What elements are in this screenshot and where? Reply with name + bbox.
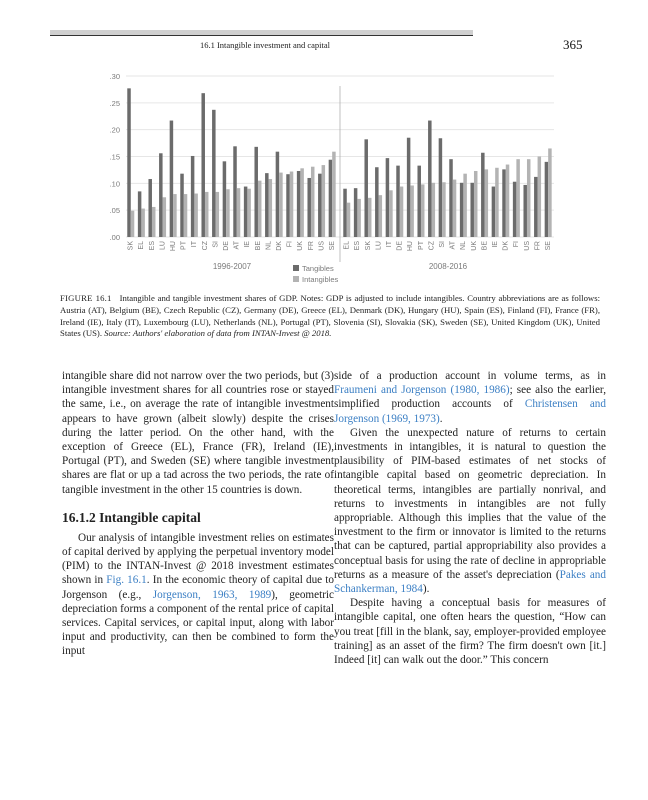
- bar-tangibles: [534, 177, 537, 237]
- text-span: ), geometric depreciation forms a component of the rental price of capital services. Capital services, or capital input, along with labor input and productivity, can then be combined to form the input: [62, 588, 334, 658]
- bar-intangibles: [527, 159, 530, 237]
- bar-intangibles: [194, 194, 197, 237]
- bar-tangibles: [439, 138, 442, 237]
- bar-intangibles: [432, 183, 435, 237]
- x-tick-label: SK: [127, 241, 135, 251]
- bar-intangibles: [247, 189, 250, 237]
- bar-tangibles: [386, 158, 389, 237]
- bar-tangibles: [470, 183, 473, 237]
- bar-tangibles: [364, 139, 367, 237]
- paragraph: [62, 531, 334, 659]
- paragraph: intangible share did not narrow over the two periods, but (3) intangible investment shares for all countries rose or stayed the same, i.e., on average the rate of intangible investment appears to have grown (albeit slowly) despite the crises during the latter period. On the other hand, with the exception of Greece (EL), France (FR), Ireland (IE), Portugal (PT), and Sweden (SE) where tangible investment shares are flat or up a tad across the two periods, the rate of tangible investment in the other 15 countries is down.: [62, 370, 334, 496]
- bar-tangibles: [329, 160, 332, 237]
- x-tick-label: IT: [386, 241, 394, 248]
- bar-intangibles: [322, 165, 325, 237]
- x-tick-label: IE: [244, 241, 252, 248]
- bar-intangibles: [421, 184, 424, 237]
- x-tick-label: FI: [286, 241, 294, 248]
- bar-tangibles: [265, 173, 268, 237]
- bar-tangibles: [307, 178, 310, 237]
- bar-intangibles: [258, 181, 261, 237]
- text-span: Given the unexpected nature of returns to certain investments in intangibles, it is natural to question the plausibility of PIM-based estimates of net stocks of intangible capital based on geometric depreciation. In theoretical terms, intangibles are partially nonrival, and returns to investments in intangibles are not fully appropriable. Although this implies that the value of the investment to the firm or innovator is limited to the returns that can be captured, partial appropriability also provides a conceptual basis for using the rate of decline in appropriable returns as a measure of the asset's depreciation (: [334, 426, 606, 581]
- bar-intangibles: [152, 207, 155, 237]
- bar-tangibles: [492, 187, 495, 237]
- x-tick-label: EL: [138, 241, 146, 250]
- caption-text: Intangible and tangible investment shares of GDP. Notes: GDP is adjusted to include intangibles. Country abbreviations are as follows: Austria (AT), Belgium (BE), Czech Republic (CZ), Germany (DE), Greece (EL), Denmark (DK), Hungary (HU), Spain (ES), Finland (FI), France (FR), Ireland (IE), Italy (IT), Luxembourg (LU), Netherlands (NL), Portugal (PT), Slovenia (SI), Slovakia (SK), Sweden (SE), United Kingdom (UK), United States (US).: [60, 293, 600, 339]
- bar-tangibles: [138, 191, 141, 237]
- text-span: ).: [422, 583, 430, 596]
- bar-intangibles: [216, 192, 219, 237]
- bar-intangibles: [184, 194, 187, 237]
- bar-tangibles: [148, 179, 151, 237]
- bar-intangibles: [347, 203, 350, 237]
- y-tick-label: .10: [109, 179, 120, 189]
- bar-intangibles: [300, 168, 303, 237]
- chart-canvas: [88, 64, 558, 284]
- bar-tangibles: [180, 174, 183, 237]
- bar-tangibles: [428, 121, 431, 237]
- bar-intangibles: [332, 152, 335, 237]
- paragraph: [334, 369, 606, 426]
- page-top-bar: [50, 30, 473, 36]
- y-tick-label: .05: [109, 206, 120, 216]
- x-tick-label: SE: [545, 241, 553, 251]
- legend-swatch: [293, 265, 299, 271]
- x-tick-label: UK: [470, 241, 478, 251]
- x-tick-label: FR: [307, 241, 315, 251]
- paragraph: Despite having a conceptual basis for measures of intangible capital, one often hears the question, “How can you treat [fill in the blank, say, employer-provided employee training] as an asset of the firm? The firm doesn't own [it.] Indeed [it] can walk out the door.” This concern: [334, 597, 606, 667]
- citation-link[interactable]: Jorgenson, 1963, 1989: [152, 588, 272, 601]
- bar-tangibles: [502, 169, 505, 237]
- legend-swatch: [293, 276, 299, 282]
- bar-intangibles: [131, 211, 134, 237]
- x-tick-label: AT: [449, 241, 457, 250]
- bar-tangibles: [460, 183, 463, 237]
- text-span: ; see also the earlier, simplified production accounts of: [334, 384, 606, 411]
- bar-tangibles: [297, 171, 300, 237]
- left-column: [62, 369, 334, 659]
- x-tick-label: AT: [233, 241, 241, 250]
- y-tick-label: .20: [109, 125, 120, 135]
- bar-intangibles: [516, 159, 519, 237]
- caption-source: Source: Authors' elaboration of data from INTAN-Invest @ 2018.: [104, 328, 332, 339]
- bar-intangibles: [400, 187, 403, 237]
- bar-intangibles: [506, 165, 509, 237]
- section-heading: 16.1.2 Intangible capital: [62, 509, 201, 525]
- citation-link[interactable]: Fraumeni and Jorgenson (1980, 1986): [334, 384, 510, 397]
- citation-link[interactable]: Christensen and Jorgenson (1969, 1973): [334, 398, 606, 425]
- bar-intangibles: [237, 188, 240, 237]
- x-tick-label: HU: [407, 241, 415, 252]
- x-tick-label: PT: [417, 241, 425, 250]
- x-tick-label: LU: [375, 241, 383, 250]
- bar-tangibles: [343, 189, 346, 237]
- bar-intangibles: [368, 198, 371, 237]
- bar-tangibles: [212, 110, 215, 237]
- bar-tangibles: [233, 146, 236, 237]
- x-tick-label: NL: [460, 241, 468, 250]
- bar-intangibles: [205, 192, 208, 237]
- bar-tangibles: [354, 188, 357, 237]
- figure-label: FIGURE 16.1: [60, 293, 112, 303]
- bar-tangibles: [481, 153, 484, 237]
- bar-intangibles: [548, 148, 551, 237]
- bar-tangibles: [127, 88, 130, 237]
- bar-intangibles: [173, 194, 176, 237]
- x-tick-label: FI: [513, 241, 521, 248]
- x-tick-label: FR: [534, 241, 542, 251]
- x-tick-label: DK: [276, 241, 284, 251]
- bar-intangibles: [410, 185, 413, 237]
- x-tick-label: BE: [254, 241, 262, 251]
- x-tick-label: LU: [159, 241, 167, 250]
- period-label: 1996-2007: [212, 262, 252, 271]
- bar-tangibles: [286, 174, 289, 237]
- x-tick-label: HU: [170, 241, 178, 252]
- text-span: side of a production account in volume terms, as in: [334, 370, 606, 382]
- bar-intangibles: [485, 169, 488, 237]
- running-head: 16.1 Intangible investment and capital: [199, 40, 331, 50]
- bar-tangibles: [375, 167, 378, 237]
- y-tick-label: .00: [109, 233, 120, 242]
- x-tick-label: IE: [492, 241, 500, 248]
- bar-chart: [88, 64, 558, 284]
- bar-intangibles: [269, 179, 272, 237]
- bar-intangibles: [474, 171, 477, 237]
- x-tick-label: EL: [343, 241, 351, 250]
- y-tick-label: .15: [109, 152, 120, 162]
- bar-intangibles: [357, 199, 360, 237]
- bar-tangibles: [396, 166, 399, 237]
- bar-tangibles: [449, 159, 452, 237]
- figure-link[interactable]: Fig. 16.1: [106, 574, 147, 587]
- text-span: .: [439, 412, 443, 425]
- x-tick-label: PT: [180, 241, 188, 250]
- bar-tangibles: [223, 161, 226, 237]
- x-tick-label: US: [523, 241, 531, 251]
- bar-intangibles: [379, 195, 382, 237]
- text-span: . In the economic theory of capital due to Jorgenson (e.g.,: [62, 574, 335, 601]
- bar-tangibles: [523, 185, 526, 237]
- x-tick-label: CZ: [201, 241, 209, 251]
- x-tick-label: DE: [223, 241, 231, 251]
- bar-tangibles: [417, 166, 420, 237]
- bar-intangibles: [163, 197, 166, 237]
- x-tick-label: NL: [265, 241, 273, 250]
- bar-intangibles: [453, 180, 456, 237]
- citation-link[interactable]: Pakes and Schankerman, 1984: [334, 568, 606, 596]
- x-tick-label: SI: [439, 241, 447, 248]
- bar-tangibles: [513, 182, 516, 237]
- page-number: 365: [563, 37, 583, 52]
- x-tick-label: SE: [329, 241, 337, 251]
- x-tick-label: ES: [148, 241, 156, 251]
- bar-tangibles: [201, 93, 204, 237]
- bar-intangibles: [463, 174, 466, 237]
- bar-tangibles: [545, 162, 548, 237]
- figure-caption: [60, 293, 600, 340]
- text-span: Our analysis of intangible investment relies on estimates of capital derived by applying the perpetual inventory model (PIM) to the INTAN-Invest @ 2018 investment estimates shown in: [62, 531, 334, 587]
- bar-intangibles: [389, 190, 392, 237]
- bar-intangibles: [290, 172, 293, 237]
- bar-tangibles: [407, 138, 410, 237]
- x-tick-label: SK: [364, 241, 372, 251]
- bar-intangibles: [279, 173, 282, 237]
- bar-tangibles: [244, 187, 247, 237]
- x-tick-label: BE: [481, 241, 489, 251]
- paragraph: [334, 426, 606, 596]
- bar-intangibles: [538, 157, 541, 238]
- x-tick-label: US: [318, 241, 326, 251]
- bar-intangibles: [141, 209, 144, 237]
- x-tick-label: DE: [396, 241, 404, 251]
- bar-intangibles: [226, 189, 229, 237]
- bar-intangibles: [442, 182, 445, 237]
- legend-label: Tangibles: [302, 264, 334, 273]
- bar-intangibles: [311, 167, 314, 237]
- bar-tangibles: [191, 156, 194, 237]
- bar-tangibles: [254, 147, 257, 237]
- right-column: [334, 369, 606, 667]
- y-tick-label: .30: [109, 72, 120, 81]
- bar-intangibles: [495, 168, 498, 237]
- bar-tangibles: [170, 121, 173, 237]
- x-tick-label: IT: [191, 241, 199, 248]
- bar-tangibles: [159, 153, 162, 237]
- bar-tangibles: [276, 152, 279, 237]
- x-tick-label: ES: [354, 241, 362, 251]
- period-label: 2008-2016: [428, 262, 468, 271]
- y-tick-label: .25: [109, 98, 120, 108]
- x-tick-label: UK: [297, 241, 305, 251]
- x-tick-label: CZ: [428, 241, 436, 251]
- bar-tangibles: [318, 174, 321, 237]
- legend-label: Intangibles: [302, 275, 339, 284]
- x-tick-label: SI: [212, 241, 220, 248]
- x-tick-label: DK: [502, 241, 510, 251]
